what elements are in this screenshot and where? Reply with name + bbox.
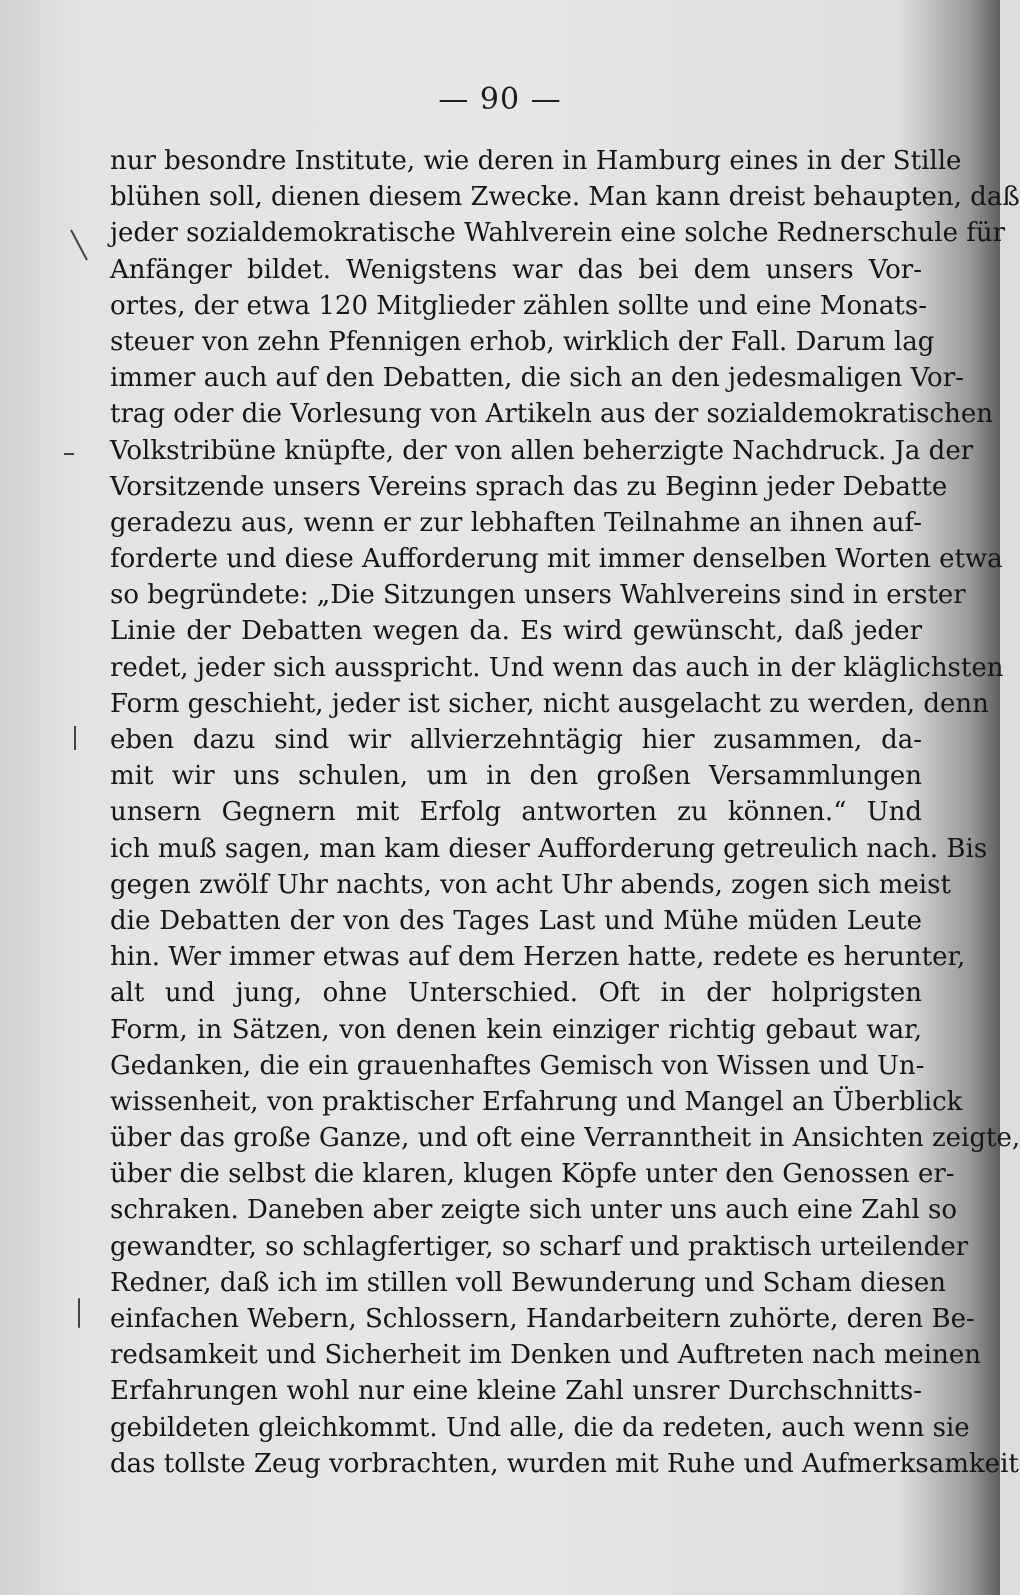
text-line: mit wir uns schulen, um in den großen Versammlungen (110, 761, 922, 792)
text-line: trag oder die Vorlesung von Artikeln aus der sozialdemokratischen (110, 399, 993, 430)
text-line: redet, jeder sich ausspricht. Und wenn das auch in der kläglichsten (110, 652, 1004, 683)
text-line: über das große Ganze, und oft eine Verranntheit in Ansichten zeigte, (110, 1123, 1020, 1154)
text-line: Vorsitzende unsers Vereins sprach das zu Beginn jeder Debatte (110, 471, 948, 502)
text-line: forderte und diese Aufforderung mit immer denselben Worten etwa (110, 544, 1003, 575)
text-line: hin. Wer immer etwas auf dem Herzen hatte, redete es herunter, (110, 942, 966, 973)
text-line: redsamkeit und Sicherheit im Denken und Auftreten nach meinen (110, 1340, 981, 1371)
text-line: jeder sozialdemokratische Wahlverein eine solche Rednerschule für (110, 218, 1006, 249)
text-line: Linie der Debatten wegen da. Es wird gewünscht, daß jeder (110, 616, 922, 647)
text-line: schraken. Daneben aber zeigte sich unter uns auch eine Zahl so (110, 1195, 958, 1226)
text-line: Redner, daß ich im stillen voll Bewunderung und Scham diesen (110, 1267, 946, 1298)
page-number: — 90 — (438, 82, 562, 117)
text-line: Form, in Sätzen, von denen kein einziger richtig gebaut war, (110, 1014, 922, 1045)
text-line: alt und jung, ohne Unterschied. Oft in der holprigsten (110, 978, 922, 1009)
text-line: gegen zwölf Uhr nachts, von acht Uhr abends, zogen sich meist (110, 869, 951, 900)
text-line: wissenheit, von praktischer Erfahrung und Mangel an Überblick (110, 1086, 963, 1117)
text-line: nur besondre Institute, wie deren in Hamburg eines in der Stille (110, 146, 962, 176)
body-text (110, 143, 1020, 1482)
margin-pencil-mark (74, 726, 76, 750)
text-line: geradezu aus, wenn er zur lebhaften Teilnahme an ihnen auf- (110, 507, 922, 538)
text-line: die Debatten der von des Tages Last und Mühe müden Leute (110, 905, 922, 936)
text-line: so begründete: „Die Sitzungen unsers Wahlvereins sind in erster (110, 580, 966, 611)
text-line: das tollste Zeug vorbrachten, wurden mit Ruhe und Aufmerksamkeit (110, 1448, 1019, 1479)
text-line: Volkstribüne knüpfte, der von allen beherzigte Nachdruck. Ja der (110, 435, 974, 466)
text-line: Form geschieht, jeder ist sicher, nicht ausgelacht zu werden, denn (110, 688, 989, 719)
text-line: gebildeten gleichkommt. Und alle, die da redeten, auch wenn sie (110, 1412, 970, 1443)
text-line: gewandter, so schlagfertiger, so scharf und praktisch urteilender (110, 1231, 969, 1262)
text-line: blühen soll, dienen diesem Zwecke. Man kann dreist behaupten, daß (110, 182, 1020, 213)
margin-pencil-mark (70, 230, 88, 261)
text-line: ich muß sagen, man kam dieser Aufforderung getreulich nach. Bis (110, 833, 988, 864)
text-line: steuer von zehn Pfennigen erhob, wirklich der Fall. Darum lag (110, 326, 935, 357)
margin-pencil-mark (78, 1298, 80, 1328)
text-line: ortes, der etwa 120 Mitglieder zählen sollte und eine Monats- (110, 290, 928, 321)
text-line: einfachen Webern, Schlossern, Handarbeitern zuhörte, deren Be- (110, 1304, 975, 1334)
text-line: unsern Gegnern mit Erfolg antworten zu können.“ Und (110, 797, 922, 828)
text-line: über die selbst die klaren, klugen Köpfe unter den Genossen er- (110, 1159, 955, 1190)
text-line: Erfahrungen wohl nur eine kleine Zahl unsrer Durchschnitts- (110, 1376, 922, 1407)
margin-pencil-mark (64, 453, 74, 455)
text-line: Gedanken, die ein grauenhaftes Gemisch von Wissen und Un- (110, 1050, 925, 1081)
text-line: eben dazu sind wir allvierzehntägig hier zusammen, da- (110, 725, 922, 755)
text-line: Anfänger bildet. Wenigstens war das bei dem unsers Vor- (110, 254, 922, 285)
text-line: immer auch auf den Debatten, die sich an den jedesmaligen Vor- (110, 363, 964, 394)
